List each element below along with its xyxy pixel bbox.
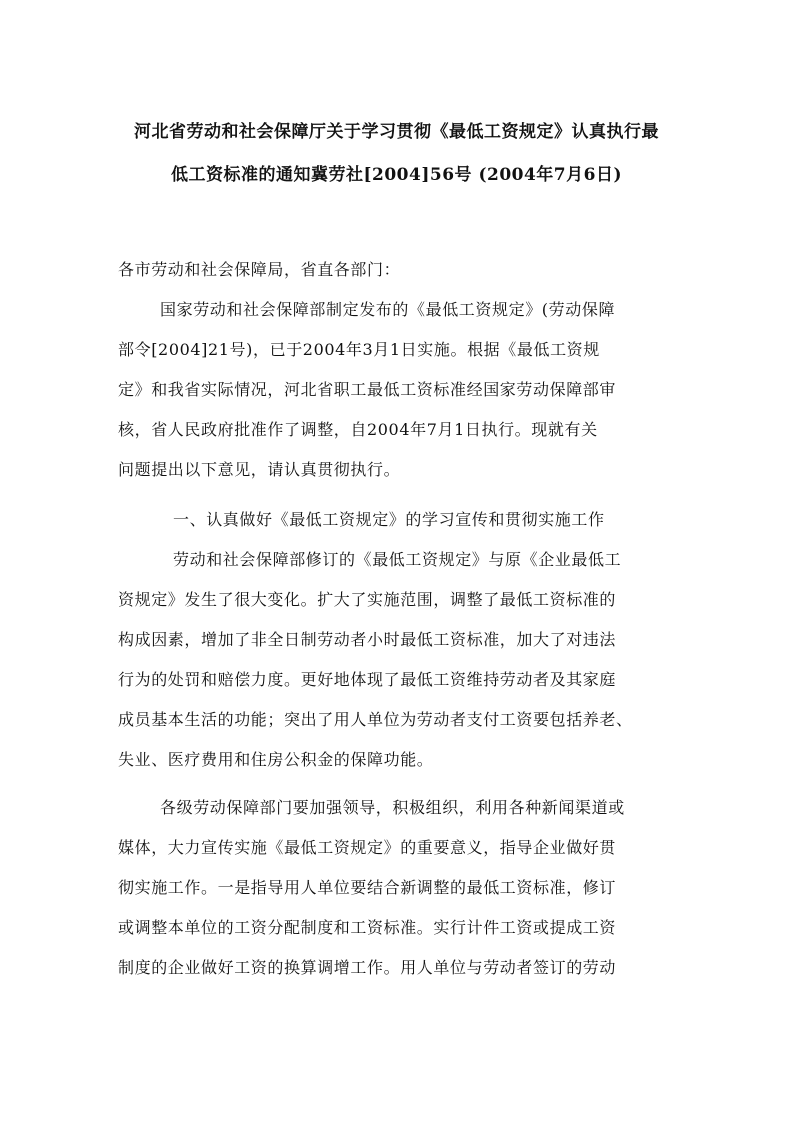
salutation: 各市劳动和社会保障局，省直各部门： <box>118 260 401 279</box>
document-title-line-2: 低工资标准的通知冀劳社[2004]56号 (2004年7月6日) <box>170 165 623 185</box>
paragraph-line: 各级劳动保障部门要加强领导，积极组织，利用各种新闻渠道或 <box>160 798 625 817</box>
paragraph-line: 资规定》发生了很大变化。扩大了实施范围，调整了最低工资标准的 <box>118 590 617 609</box>
paragraph-line: 失业、医疗费用和住房公积金的保障功能。 <box>118 750 434 769</box>
paragraph-line: 核，省人民政府批准作了调整，自2004年7月1日执行。现就有关 <box>118 420 598 439</box>
paragraph-line: 行为的处罚和赔偿力度。更好地体现了最低工资维持劳动者及其家庭 <box>118 670 617 689</box>
section-heading: 一、认真做好《最低工资规定》的学习宣传和贯彻实施工作 <box>173 510 605 529</box>
paragraph-line: 或调整本单位的工资分配制度和工资标准。实行计件工资或提成工资 <box>118 918 617 937</box>
paragraph-line: 劳动和社会保障部修订的《最低工资规定》与原《企业最低工 <box>173 550 622 569</box>
paragraph-line: 国家劳动和社会保障部制定发布的《最低工资规定》(劳动保障 <box>160 300 616 319</box>
paragraph-line: 成员基本生活的功能；突出了用人单位为劳动者支付工资要包括养老、 <box>118 710 633 729</box>
paragraph-line: 部令[2004]21号)，已于2004年3月1日实施。根据《最低工资规 <box>118 340 600 359</box>
paragraph-line: 构成因素，增加了非全日制劳动者小时最低工资标准，加大了对违法 <box>118 630 617 649</box>
document-title-line-1: 河北省劳动和社会保障厅关于学习贯彻《最低工资规定》认真执行最 <box>134 122 659 142</box>
paragraph-line: 彻实施工作。一是指导用人单位要结合新调整的最低工资标准，修订 <box>118 878 617 897</box>
paragraph-line: 媒体，大力宣传实施《最低工资规定》的重要意义，指导企业做好贯 <box>118 838 617 857</box>
paragraph-line: 定》和我省实际情况，河北省职工最低工资标准经国家劳动保障部审 <box>118 380 617 399</box>
paragraph-line: 制度的企业做好工资的换算调增工作。用人单位与劳动者签订的劳动 <box>118 958 617 977</box>
paragraph-line: 问题提出以下意见，请认真贯彻执行。 <box>118 460 401 479</box>
